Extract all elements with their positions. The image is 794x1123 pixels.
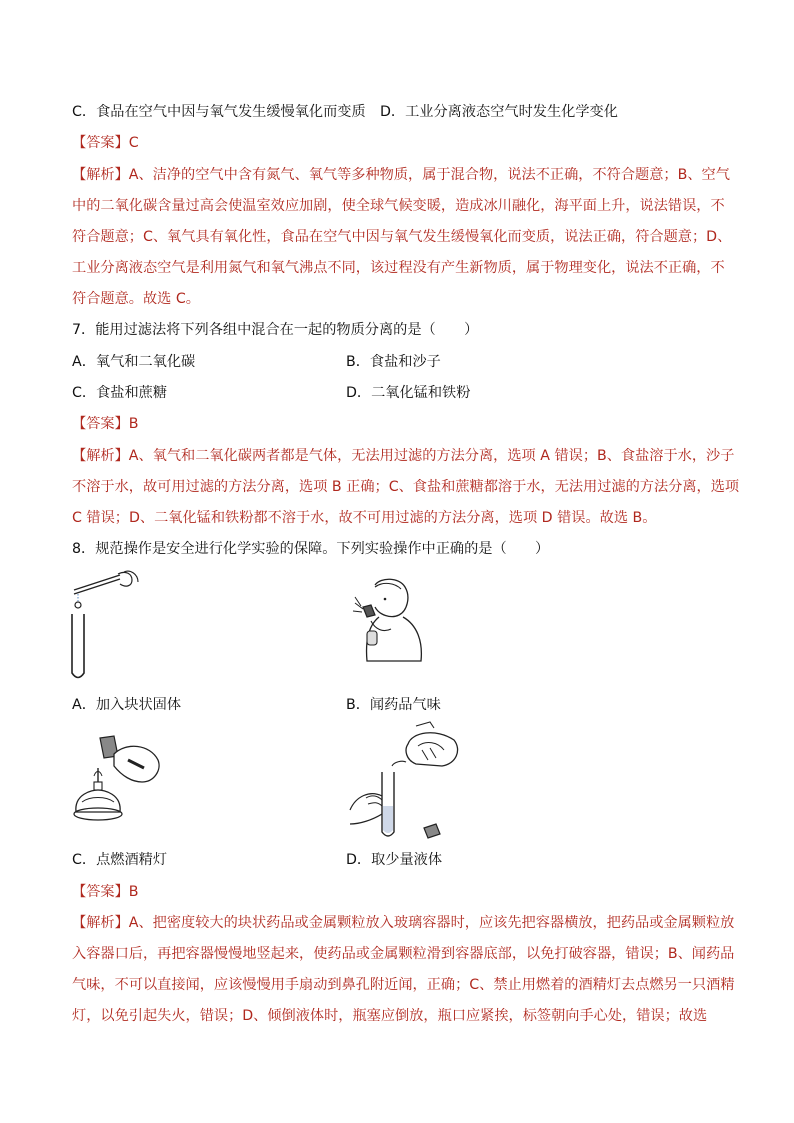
q7-option-b: B．食盐和沙子 (346, 354, 441, 370)
q6-option-d: D．工业分离液态空气时发生化学变化 (380, 104, 618, 120)
q7-stem: 7．能用过滤法将下列各组中混合在一起的物质分离的是（ ） (72, 322, 479, 338)
q8-option-b: B．闻药品气味 (346, 697, 441, 713)
q8-analysis-line-3: 气味，不可以直接闻，应该慢慢用手扇动到鼻孔附近闻，正确；C、禁止用燃着的酒精灯去点燃另一只酒精 (72, 977, 735, 993)
q7-option-d: D．二氧化锰和铁粉 (346, 385, 471, 401)
q6-analysis-line-1 (72, 165, 730, 185)
q8-analysis-line-2: 入容器口后，再把容器慢慢地竖起来，使药品或金属颗粒滑到容器底部，以免打破容器，错误；B、闻药品 (72, 946, 735, 962)
q7-analysis-line-1 (72, 446, 734, 466)
q7-option-c: C．食盐和蔗糖 (72, 385, 168, 401)
alcohol-lamp-figure (70, 732, 166, 828)
answer-value: B (128, 884, 139, 900)
answer-tag: 【答案】 (72, 416, 129, 432)
q7-answer (72, 414, 139, 434)
smell-waft-figure (345, 577, 427, 667)
analysis-tag: 【解析】 (72, 167, 129, 183)
q8-option-a: A．加入块状固体 (72, 697, 182, 713)
q8-analysis-line-1 (72, 913, 734, 933)
q7-option-a: A．氧气和二氧化碳 (72, 354, 196, 370)
q8-analysis-line-4: 灯，以免引起失火，错误；D、倾倒液体时，瓶塞应倒放，瓶口应紧挨，标签朝向手心处，错误；故选 (72, 1008, 708, 1024)
answer-tag: 【答案】 (72, 135, 129, 151)
q6-analysis-line-3: 符合题意；C、氧气具有氧化性，食品在空气中因与氧气发生缓慢氧化而变质，说法正确，符合题意；D、 (72, 229, 732, 245)
q8-answer (72, 882, 139, 902)
q6-analysis-line-2: 中的二氧化碳含量过高会使温室效应加剧，使全球气候变暖，造成冰川融化，海平面上升，说法错误，不 (72, 198, 725, 214)
q6-analysis-line-5: 符合题意。故选 C。 (72, 291, 200, 307)
analysis-tag: 【解析】 (72, 448, 129, 464)
q6-answer (72, 133, 139, 153)
pour-liquid-figure (346, 720, 466, 845)
q8-stem: 8．规范操作是安全进行化学实验的保障。下列实验操作中正确的是（ ） (72, 541, 550, 557)
answer-value: C (128, 135, 139, 151)
q8-option-d: D．取少量液体 (346, 852, 443, 868)
analysis-text: A、把密度较大的块状药品或金属颗粒放入玻璃容器时，应该先把容器横放，把药品或金属颗粒放 (128, 915, 735, 931)
test-tube-solid-figure (70, 570, 160, 685)
q6-analysis-line-4: 工业分离液态空气是利用氮气和氧气沸点不同，该过程没有产生新物质，属于物理变化，说法不正确，不 (72, 260, 725, 276)
q7-analysis-line-2: 不溶于水，故可用过滤的方法分离，选项 B 正确；C、食盐和蔗糖都溶于水，无法用过滤的方法分离，选项 (72, 479, 740, 495)
answer-value: B (128, 416, 139, 432)
analysis-text: A、氧气和二氧化碳两者都是气体，无法用过滤的方法分离，选项 A 错误；B、食盐溶于水，沙子 (128, 448, 735, 464)
q6-option-c: C．食品在空气中因与氧气发生缓慢氧化而变质 (72, 104, 366, 120)
analysis-text: A、洁净的空气中含有氮气、氧气等多种物质，属于混合物，说法不正确，不符合题意；B、空气 (128, 167, 730, 183)
answer-tag: 【答案】 (72, 884, 129, 900)
q8-option-c: C．点燃酒精灯 (72, 852, 168, 868)
analysis-tag: 【解析】 (72, 915, 129, 931)
q7-analysis-line-3: C 错误；D、二氧化锰和铁粉都不溶于水，故不可用过滤的方法分离，选项 D 错误。故选 B。 (72, 510, 657, 526)
